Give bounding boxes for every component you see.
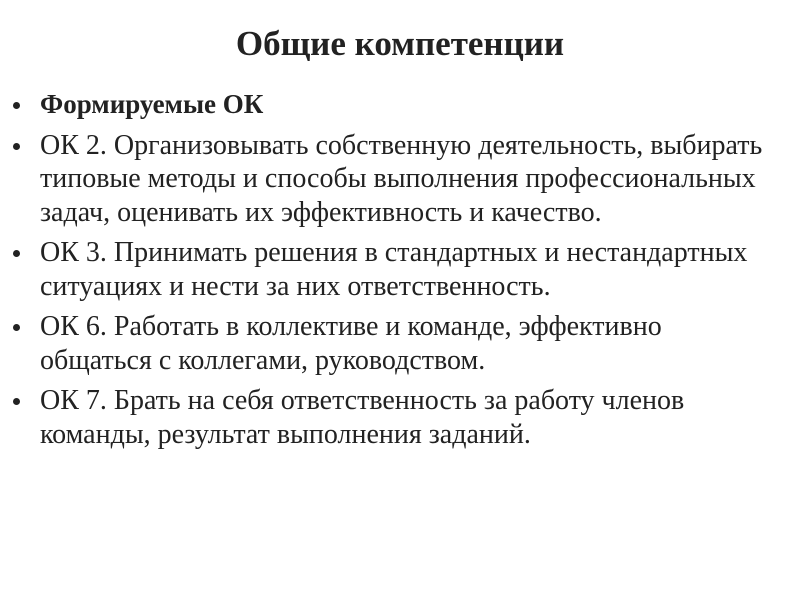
- slide-title: Общие компетенции: [235, 24, 565, 63]
- bullet-item-ok-2: [0, 129, 800, 230]
- bullet-text: ОК 2. Организовывать собственную деятельность, выбирать типовые методы и способы выполнения профессиональных задач, оценивать их эффективность и качество.: [40, 129, 763, 228]
- bullet-icon: [13, 324, 20, 331]
- bullet-icon: [13, 102, 20, 109]
- bullet-item-ok-6: [0, 310, 800, 377]
- bullet-text: ОК 6. Работать в коллективе и команде, эффективно общаться с коллегами, руководством.: [40, 311, 662, 376]
- bullet-item-ok-3: [0, 236, 800, 303]
- bullet-text: ОК 7. Брать на себя ответственность за работу членов команды, результат выполнения заданий.: [40, 385, 685, 450]
- bullet-item-formed-ok: [0, 88, 800, 122]
- bullet-text: Формируемые ОК: [40, 89, 264, 119]
- bullet-icon: [13, 143, 20, 150]
- bullet-icon: [13, 250, 20, 257]
- bullet-item-ok-7: [0, 384, 800, 451]
- bullet-text: ОК 3. Принимать решения в стандартных и нестандартных ситуациях и нести за них ответственность.: [40, 237, 748, 302]
- bullet-list: [0, 88, 800, 458]
- bullet-icon: [13, 398, 20, 405]
